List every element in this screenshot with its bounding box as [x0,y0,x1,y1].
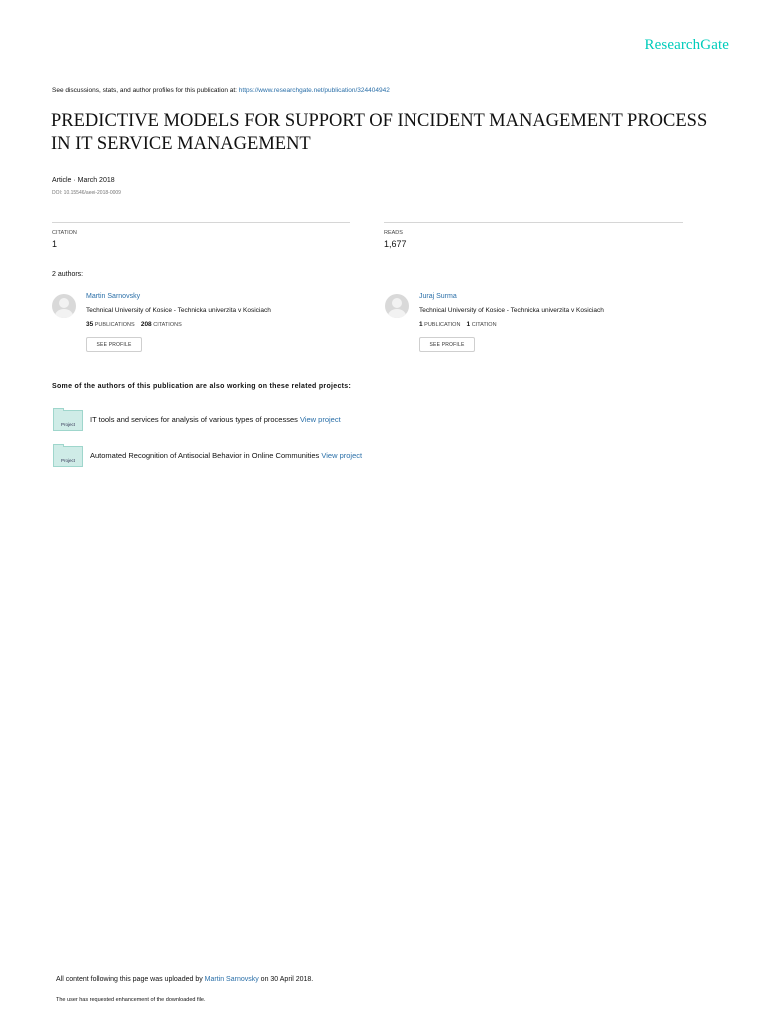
divider-right [384,222,683,223]
project-icon-label: Project [60,458,75,463]
author-institution: Technical University of Kosice - Technicka univerzita v Kosiciach [86,307,271,314]
publications-count: 35 [86,321,94,328]
author-name-link[interactable]: Juraj Surma [419,293,457,300]
project-item [90,415,341,424]
publication-url-link[interactable]: https://www.researchgate.net/publication/324404942 [238,87,390,94]
reads-value: 1,677 [384,239,407,249]
author-institution: Technical University of Kosice - Technicka univerzita v Kosiciach [419,307,604,314]
publications-label: PUBLICATION [424,322,461,328]
discussion-line [52,87,390,94]
author-citations-label: CITATION [471,322,497,328]
enhancement-note: The user has requested enhancement of the downloaded file. [56,997,206,1003]
divider-left [52,222,350,223]
upload-prefix: All content following this page was uploaded by [56,976,205,983]
author-citations-count: 208 [140,321,152,328]
project-title: IT tools and services for analysis of various types of processes [90,415,300,424]
author-avatar[interactable] [52,294,76,318]
uploader-link[interactable]: Martin Sarnovsky [204,976,259,983]
author-name-link[interactable]: Martin Sarnovsky [86,293,141,300]
upload-suffix: on 30 April 2018. [258,976,314,983]
article-type-date: Article · March 2018 [52,177,115,184]
discussion-prefix: See discussions, stats, and author profiles for this publication at: [52,87,239,94]
researchgate-logo[interactable]: ResearchGate [644,37,729,53]
citations-value: 1 [52,239,58,249]
see-profile-button[interactable]: SEE PROFILE [419,337,475,352]
doi: DOI: 10.15546/aeei-2018-0009 [52,190,121,196]
project-folder-icon [53,410,83,431]
author-avatar[interactable] [385,294,409,318]
view-project-link[interactable]: View project [299,415,341,424]
project-item [90,451,362,460]
author-citations-label: CITATIONS [153,322,182,328]
project-folder-icon [53,446,83,467]
citations-label: CITATION [52,230,77,236]
upload-notice [56,976,313,983]
reads-label: READS [384,230,403,236]
author-citations-count: 1 [466,321,471,328]
authors-count: 2 authors: [52,271,84,278]
project-icon-label: Project [60,422,75,427]
publications-count: 1 [419,321,423,328]
related-projects-heading: Some of the authors of this publication are also working on these related projects: [52,383,352,390]
author-stats [419,321,497,328]
publication-title: PREDICTIVE MODELS FOR SUPPORT OF INCIDENT MANAGEMENT PROCESS IN IT SERVICE MANAGEMENT [51,111,708,154]
author-stats [86,321,182,328]
publications-label: PUBLICATIONS [94,322,135,328]
project-title: Automated Recognition of Antisocial Behavior in Online Communities [90,451,322,460]
view-project-link[interactable]: View project [321,451,363,460]
see-profile-button[interactable]: SEE PROFILE [86,337,142,352]
